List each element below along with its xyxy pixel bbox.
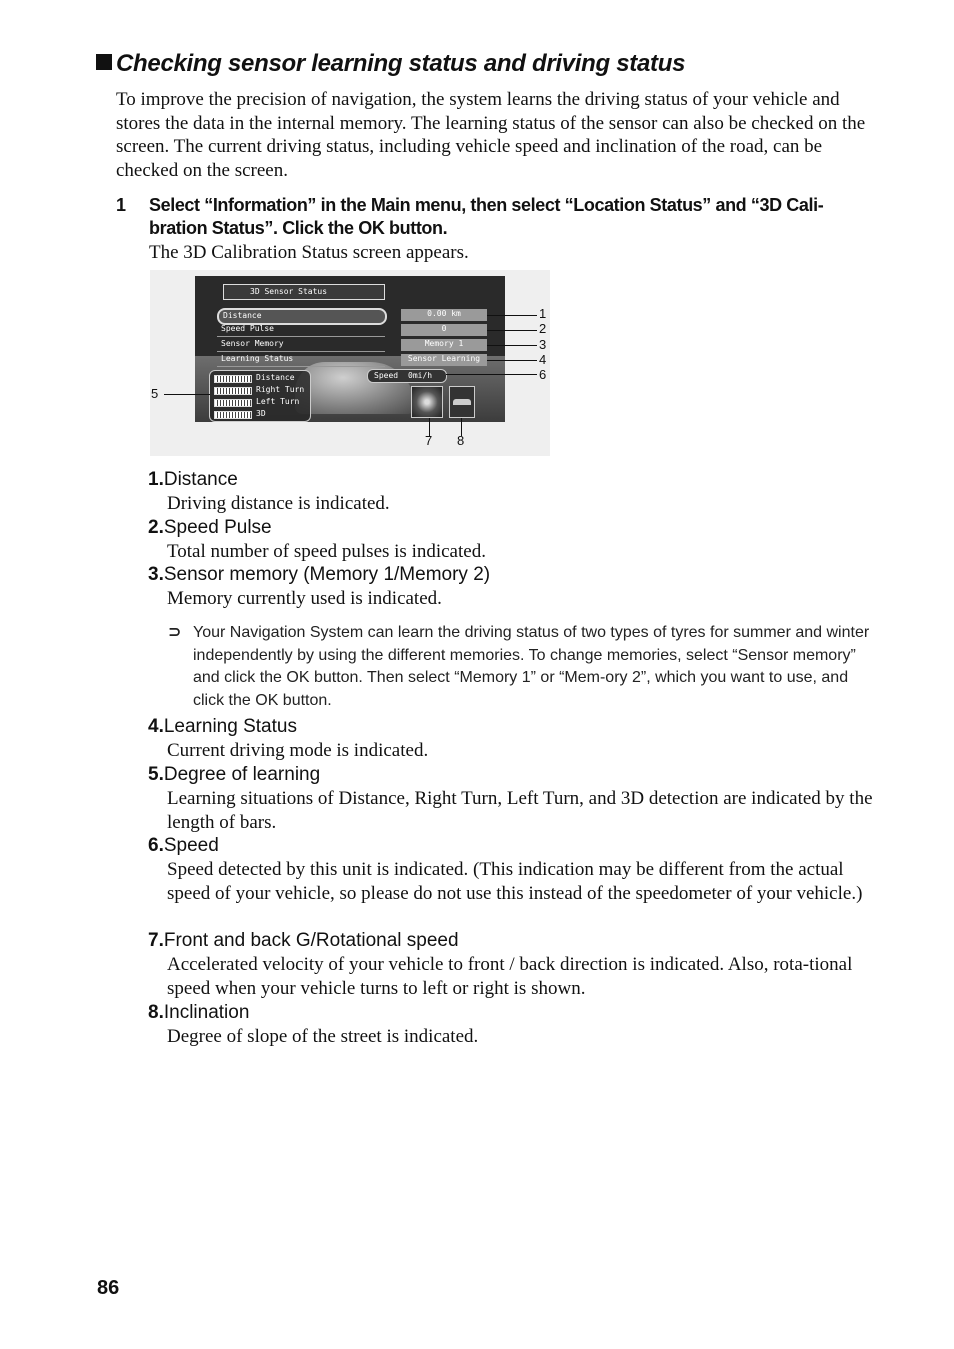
note	[168, 622, 876, 712]
item-number: 7.	[148, 930, 164, 951]
item-description: Current driving mode is indicated.	[167, 740, 429, 761]
screen-row-label: Learning Status	[221, 354, 294, 363]
item-title: Degree of learning	[163, 764, 321, 785]
screen-value-distance: 0.00 km	[401, 309, 487, 321]
callout-3: 3	[539, 337, 547, 352]
callout-line	[487, 360, 537, 361]
note-text: Your Navigation System can learn the driving status of two types of tyres for summer and winter independently by using the different memories. To change memories, select “Sensor memory” and click the OK button. Then select “Memory 1” or “Mem-ory 2”, which you want to use, and click the OK button.	[193, 624, 870, 709]
note-arrow-icon: ⊃	[168, 624, 182, 641]
callout-8: 8	[457, 433, 465, 448]
item-title: Front and back G/Rotational speed	[163, 930, 459, 951]
screen-row-speed-pulse	[217, 323, 385, 337]
item-description: Speed detected by this unit is indicated. (This indication may be different from the actual speed of your vehicle, so please do not use this instead of the speedometer of your vehicle.)	[167, 859, 863, 904]
item-description: Total number of speed pulses is indicated.	[167, 541, 486, 562]
callout-line	[487, 330, 537, 331]
square-bullet-icon	[96, 54, 112, 70]
callout-7: 7	[425, 433, 433, 448]
item-description: Driving distance is indicated.	[167, 493, 390, 514]
inclination-car-icon	[449, 386, 475, 418]
screen-row-label: Speed Pulse	[221, 324, 274, 333]
item-title: Speed	[163, 835, 219, 856]
item-title: Speed Pulse	[163, 517, 272, 538]
learning-bar	[214, 375, 252, 383]
item-number: 1.	[148, 469, 164, 490]
item-title: Inclination	[163, 1002, 250, 1023]
item-number: 3.	[148, 564, 164, 585]
intro-paragraph: To improve the precision of navigation, the system learns the driving status of your vehicle and stores the data in the internal memory. The learning status of the sensor can also be checked on the screen. The current driving status, including vehicle speed and inclination of the road, can be checked on the screen.	[116, 89, 866, 181]
item-description: Degree of slope of the street is indicated.	[167, 1026, 479, 1047]
step-number: 1	[116, 195, 126, 215]
speed-value: 0mi/h	[408, 371, 433, 380]
callout-line	[487, 315, 537, 316]
item-number: 6.	[148, 835, 164, 856]
list-item	[148, 715, 876, 763]
screen-title-bar	[223, 284, 385, 300]
page-number: 86	[97, 1277, 120, 1299]
list-item	[148, 563, 876, 611]
learning-bar	[214, 411, 252, 419]
speed-readout	[367, 369, 447, 383]
item-title: Sensor memory (Memory 1/Memory 2)	[163, 564, 491, 585]
list-item	[148, 834, 876, 905]
screen-value-learning: Sensor Learning	[401, 354, 487, 366]
callout-line	[164, 394, 210, 395]
item-title: Distance	[163, 469, 238, 490]
g-sensor-gauge-icon	[411, 386, 443, 418]
item-description: Accelerated velocity of your vehicle to front / back direction is indicated. Also, rota-tional speed when your vehicle turns to left or right is shown.	[167, 954, 853, 999]
callout-4: 4	[539, 352, 547, 367]
learning-row: Left Turn	[214, 397, 308, 408]
section-heading-text: Checking sensor learning status and driving status	[116, 50, 686, 77]
item-number: 2.	[148, 517, 164, 538]
screen-title: 3D Sensor Status	[250, 287, 328, 296]
learning-bar	[214, 387, 252, 395]
list-item	[148, 1001, 876, 1049]
step-1	[116, 194, 876, 240]
list-item	[148, 763, 876, 834]
item-number: 5.	[148, 764, 164, 785]
screen-row-sensor-memory	[217, 338, 385, 352]
section-heading	[96, 50, 685, 78]
callout-2: 2	[539, 321, 547, 336]
item-title: Learning Status	[163, 716, 297, 737]
step-instruction: Select “Information” in the Main menu, then select “Location Status” and “3D Cali-bration Status”. Click the OK button.	[149, 195, 824, 238]
learning-row: 3D	[214, 409, 308, 420]
callout-5: 5	[151, 386, 159, 401]
screen-value-memory: Memory 1	[401, 339, 487, 351]
screen-row-learning-status	[217, 353, 385, 367]
screen-row-label: Distance	[223, 311, 262, 320]
callout-1: 1	[539, 306, 547, 321]
step-result: The 3D Calibration Status screen appears.	[149, 242, 469, 263]
calibration-screen	[195, 276, 505, 422]
item-description: Memory currently used is indicated.	[167, 588, 442, 609]
item-description: Learning situations of Distance, Right Turn, Left Turn, and 3D detection are indicated by the length of bars.	[167, 788, 873, 833]
list-item	[148, 468, 876, 516]
item-number: 4.	[148, 716, 164, 737]
callout-line	[487, 345, 537, 346]
screen-figure	[150, 270, 550, 460]
learning-row: Right Turn	[214, 385, 308, 396]
callout-6: 6	[539, 367, 547, 382]
callout-line	[446, 374, 537, 375]
list-item	[148, 516, 876, 564]
learning-bar	[214, 399, 252, 407]
speed-label: Speed	[374, 371, 399, 380]
learning-degree-panel	[209, 370, 311, 422]
screen-value-speed-pulse: 0	[401, 324, 487, 336]
screen-row-label: Sensor Memory	[221, 339, 284, 348]
item-number: 8.	[148, 1002, 164, 1023]
learning-row: Distance	[214, 373, 308, 384]
list-item	[148, 929, 876, 1000]
